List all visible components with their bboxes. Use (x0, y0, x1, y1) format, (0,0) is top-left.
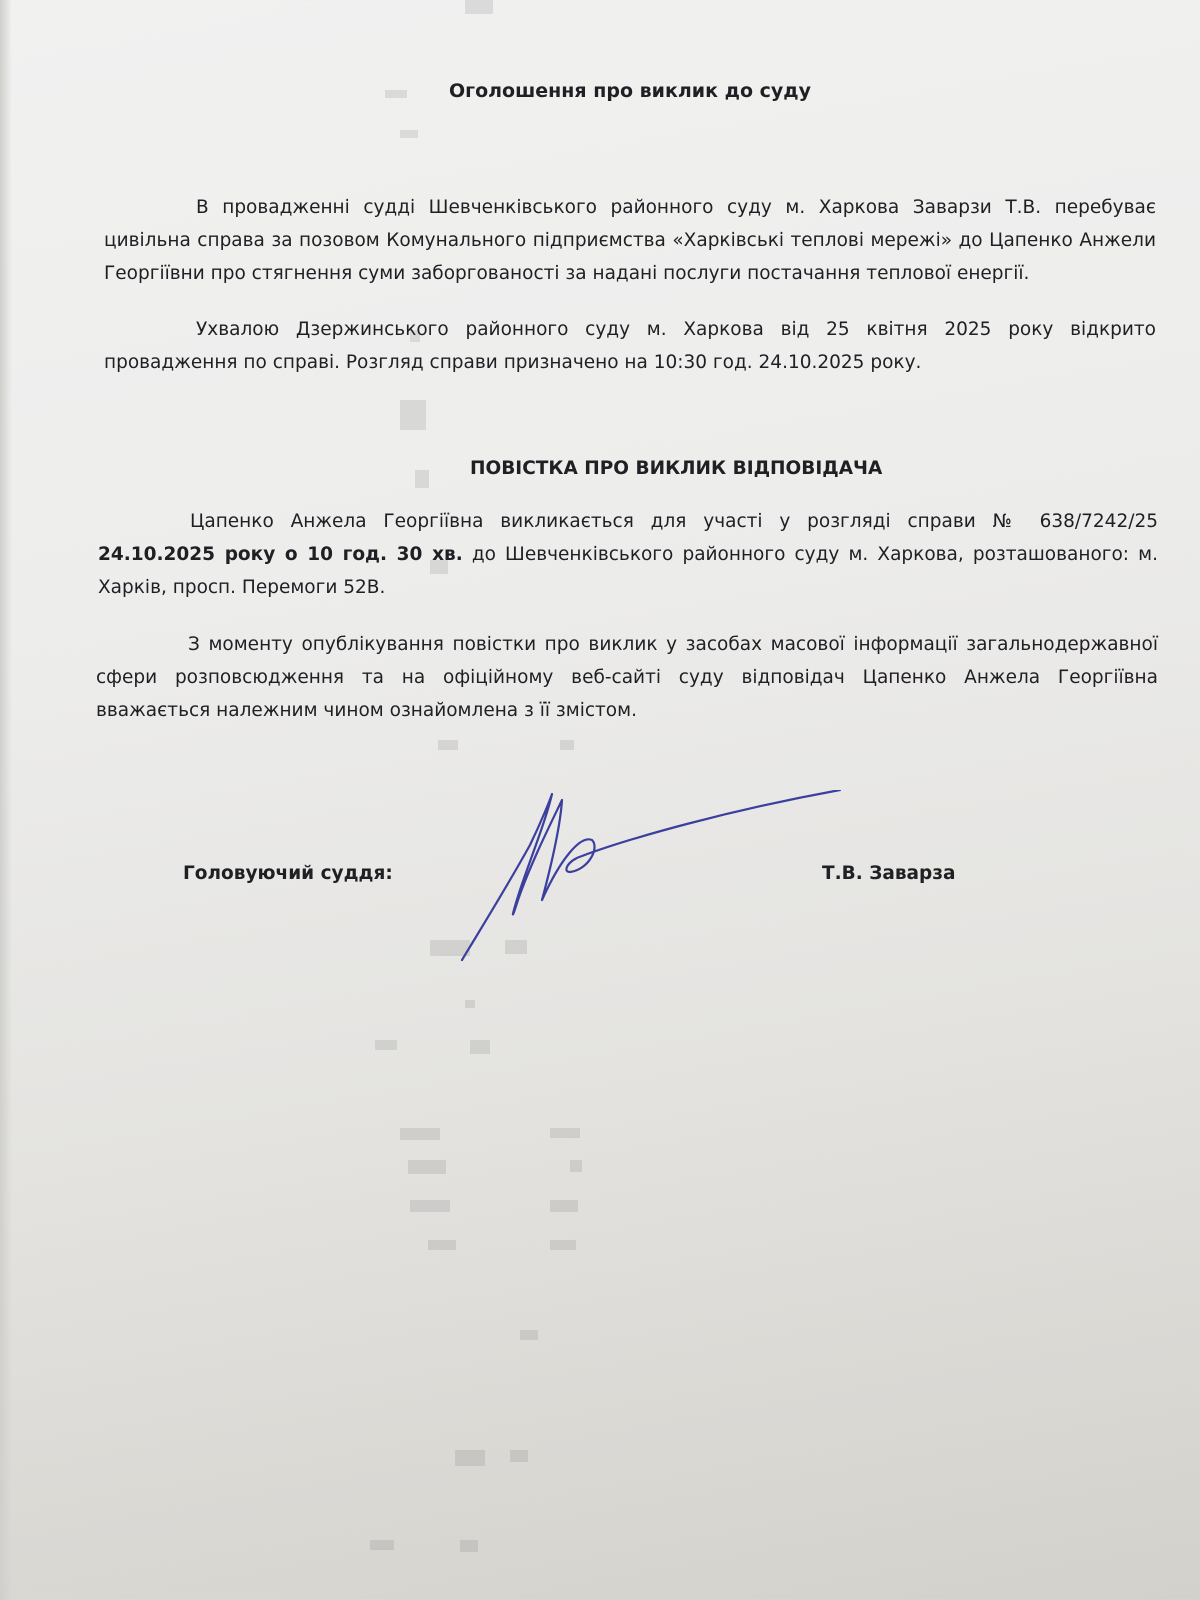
paragraph-court-ruling: Ухвалою Дзержинського районного суду м. Харкова від 25 квітня 2025 року відкрито провадження по справі. Розгляд справи призначено на 10:30 год. 24.10.2025 року. (104, 319, 1156, 373)
page-edge-shadow (0, 0, 12, 1600)
paragraph-notice: З моменту опублікування повістки про виклик у засобах масової інформації загальнодержавної сфери розповсюдження та на офіційному веб-сайті суду відповідач Цапенко Анжела Георгіївна вважається належним чином ознайомлена з її змістом. (96, 634, 1158, 721)
judge-name: Т.В. Заварза (822, 863, 956, 884)
document-title: Оголошення про виклик до суду (449, 80, 811, 102)
summons-text-part2: до Шевченківського районного суду м. Харкова, розташованого: м. Харків, просп. Перемоги 52В. (98, 544, 1158, 598)
paragraph-summons (98, 505, 1158, 604)
summons-text-part1: Цапенко Анжела Георгіївна викликається для участі у розгляді справи № 638/7242/25 (190, 511, 1158, 532)
handwritten-signature (450, 790, 850, 980)
summons-date-time: 24.10.2025 року о 10 год. 30 хв. (98, 544, 463, 565)
paragraph-case-info: В провадженні судді Шевченківського районного суду м. Харкова Заварзи Т.В. перебуває цивільна справа за позовом Комунального підприємства «Харківські теплові мережі» до Цапенко Анжели Георгіївни про стягнення суми заборгованості за надані послуги постачання теплової енергії. (104, 197, 1156, 284)
signature-label: Головуючий суддя: (183, 863, 393, 884)
summons-heading: ПОВІСТКА ПРО ВИКЛИК ВІДПОВІДАЧА (470, 458, 883, 479)
